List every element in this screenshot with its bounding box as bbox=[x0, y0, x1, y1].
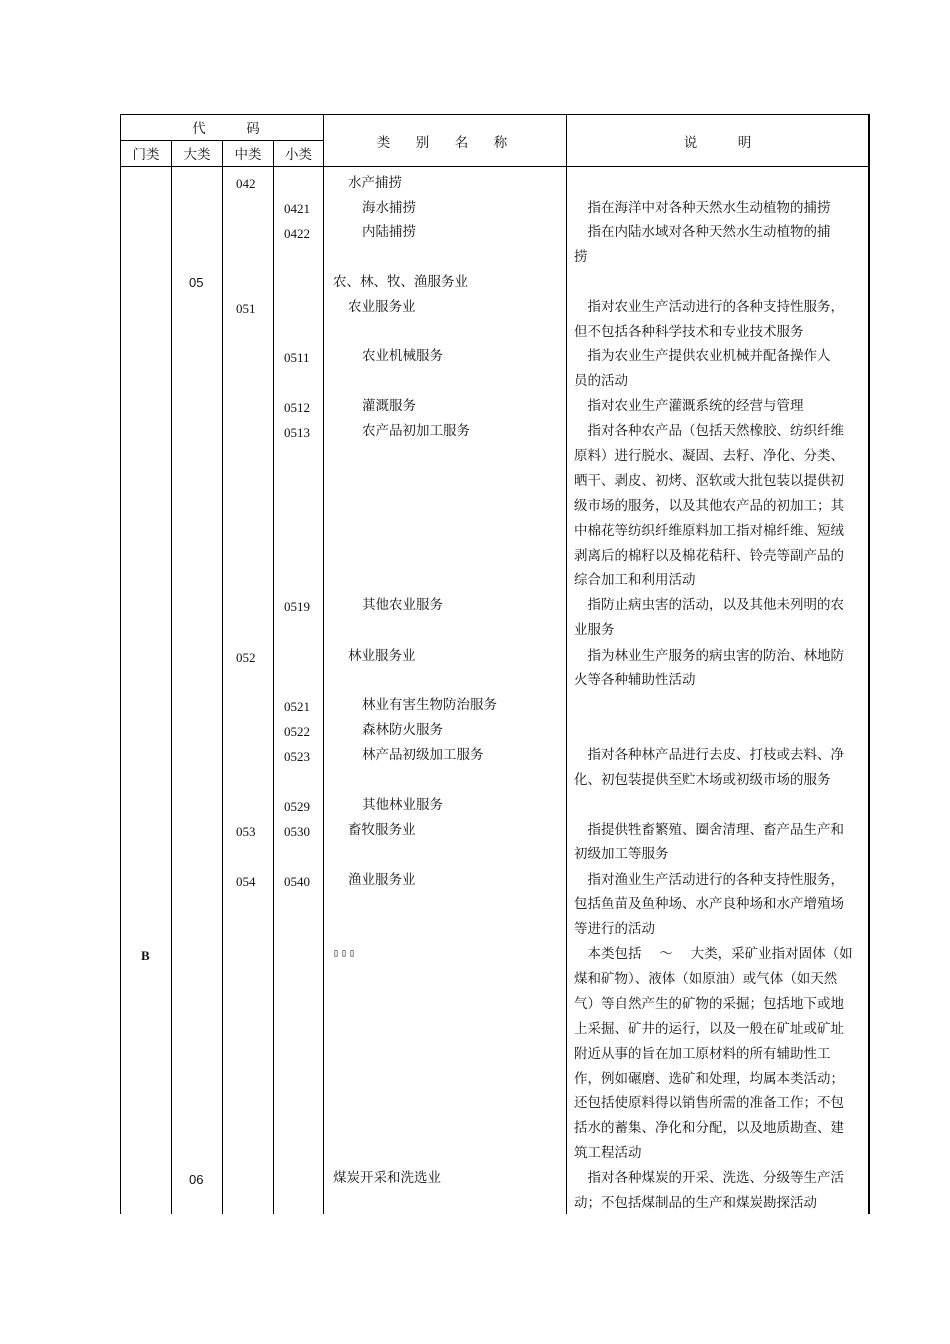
small-code: 0540 bbox=[284, 874, 310, 889]
description-line: 原料）进行脱水、凝固、去籽、净化、分类、 bbox=[574, 448, 844, 464]
description-line: 综合加工和利用活动 bbox=[574, 572, 696, 588]
category-name: 农产品初加工服务 bbox=[362, 423, 470, 439]
small-code: 0422 bbox=[284, 226, 310, 241]
small-code: 0512 bbox=[284, 400, 310, 415]
description-line: 指对各种林产品进行去皮、打枝或去料、净 bbox=[574, 747, 844, 763]
description-line: 员的活动 bbox=[574, 373, 628, 389]
category-name: 内陆捕捞 bbox=[362, 224, 416, 240]
description-line: 括水的蓄集、净化和分配，以及地质勘查、建 bbox=[574, 1120, 844, 1136]
description-line: 指对各种煤炭的开采、洗选、分级等生产活 bbox=[574, 1170, 844, 1186]
name-column-header: 类 别 名 称 bbox=[376, 135, 514, 151]
description-line: 捞 bbox=[574, 249, 588, 265]
description-line: 指在海洋中对各种天然水生动植物的捕捞 bbox=[574, 200, 831, 216]
col-divider-5 bbox=[566, 114, 567, 1214]
category-name: 其他林业服务 bbox=[362, 797, 443, 813]
small-code: 0530 bbox=[284, 824, 310, 839]
table-left-border bbox=[120, 114, 121, 1214]
description-line: 包括鱼苗及鱼种场、水产良种场和水产增殖场 bbox=[574, 896, 844, 912]
mid-code: 052 bbox=[236, 650, 256, 665]
mid-code: 051 bbox=[236, 301, 256, 316]
description-line: 指对渔业生产活动进行的各种支持性服务， bbox=[574, 872, 844, 888]
category-name: 森林防火服务 bbox=[362, 722, 443, 738]
description-line: 附近从事的旨在加工原材料的所有辅助性工 bbox=[574, 1046, 831, 1062]
description-line: 中棉花等纺织纤维原料加工指对棉纤维、短绒 bbox=[574, 523, 844, 539]
category-name: 农、林、牧、渔服务业 bbox=[333, 274, 468, 290]
category-name: 林业服务业 bbox=[348, 648, 416, 664]
description-line: 指防止病虫害的活动，以及其他未列明的农 bbox=[574, 597, 844, 613]
small-code: 0421 bbox=[284, 201, 310, 216]
description-line: 指为林业生产服务的病虫害的防治、林地防 bbox=[574, 648, 844, 664]
section-name-glyphs: ▯▯▯ bbox=[333, 948, 358, 959]
col-divider-4 bbox=[323, 114, 324, 1214]
description-line: 化、初包装提供至贮木场或初级市场的服务 bbox=[574, 772, 831, 788]
major-code: 06 bbox=[189, 1172, 204, 1187]
description-line: 晒干、剥皮、初烤、沤软或大批包装以提供初 bbox=[574, 473, 844, 489]
description-line: 等进行的活动 bbox=[574, 921, 655, 937]
small-code: 0529 bbox=[284, 799, 310, 814]
col-divider-1 bbox=[171, 140, 172, 1214]
table-right-border bbox=[868, 114, 870, 1214]
category-name: 渔业服务业 bbox=[348, 872, 416, 888]
code-group-header: 代 码 bbox=[192, 121, 260, 137]
category-name: 灌溉服务 bbox=[362, 398, 416, 414]
category-name: 煤炭开采和洗选业 bbox=[333, 1170, 441, 1186]
small-code: 0523 bbox=[284, 749, 310, 764]
description-line: 指对农业生产灌溉系统的经营与管理 bbox=[574, 398, 804, 414]
description-line: 气）等自然产生的矿物的采掘；包括地下或地 bbox=[574, 996, 844, 1012]
description-line: 还包括使原料得以销售所需的准备工作；不包 bbox=[574, 1095, 844, 1111]
small-code: 0522 bbox=[284, 724, 310, 739]
table-top-border bbox=[120, 114, 870, 115]
description-line: 指为农业生产提供农业机械并配备操作人 bbox=[574, 348, 831, 364]
col-header-mid: 中类 bbox=[234, 147, 262, 163]
description-line: 作，例如碾磨、选矿和处理，均属本类活动； bbox=[574, 1071, 844, 1087]
category-name: 畜牧服务业 bbox=[348, 822, 416, 838]
header-bottom-border bbox=[120, 166, 870, 167]
description-line: 指对农业生产活动进行的各种支持性服务， bbox=[574, 299, 844, 315]
description-line: 筑工程活动 bbox=[574, 1145, 642, 1161]
description-line: 指在内陆水域对各种天然水生动植物的捕 bbox=[574, 224, 831, 240]
description-line: 煤和矿物）、液体（如原油）或气体（如天然 bbox=[574, 971, 838, 987]
description-line: 剥离后的棉籽以及棉花秸秆、铃壳等副产品的 bbox=[574, 548, 844, 564]
category-name: 海水捕捞 bbox=[362, 200, 416, 216]
small-code: 0511 bbox=[284, 350, 310, 365]
small-code: 0513 bbox=[284, 425, 310, 440]
col-header-major: 大类 bbox=[183, 147, 211, 163]
desc-column-header: 说 明 bbox=[683, 135, 752, 151]
description-line: 火等各种辅助性活动 bbox=[574, 672, 696, 688]
col-header-small: 小类 bbox=[285, 147, 312, 163]
mid-code: 053 bbox=[236, 824, 256, 839]
col-divider-2 bbox=[222, 140, 223, 1214]
mid-code: 054 bbox=[236, 874, 256, 889]
description-line: 动；不包括煤制品的生产和煤炭勘探活动 bbox=[574, 1195, 817, 1211]
category-name: 林产品初级加工服务 bbox=[362, 747, 484, 763]
col-divider-3 bbox=[273, 140, 274, 1214]
section-code: B bbox=[141, 948, 150, 963]
description-line: 指对各种农产品（包括天然橡胶、纺织纤维 bbox=[574, 423, 844, 439]
description-line: 上采掘、矿井的运行，以及一般在矿址或矿址 bbox=[574, 1021, 844, 1037]
category-name: 水产捕捞 bbox=[348, 175, 402, 191]
major-code: 05 bbox=[189, 275, 204, 290]
description-line: 但不包括各种科学技术和专业技术服务 bbox=[574, 324, 804, 340]
col-header-section: 门类 bbox=[132, 147, 160, 163]
description-line: 业服务 bbox=[574, 622, 615, 638]
category-name: 其他农业服务 bbox=[362, 597, 443, 613]
description-line: 初级加工等服务 bbox=[574, 846, 669, 862]
small-code: 0519 bbox=[284, 599, 310, 614]
description-line: 指提供牲畜繁殖、圈舍清理、畜产品生产和 bbox=[574, 822, 844, 838]
category-name: 农业服务业 bbox=[348, 299, 416, 315]
small-code: 0521 bbox=[284, 699, 310, 714]
description-line: 级市场的服务，以及其他农产品的初加工；其 bbox=[574, 498, 844, 514]
mid-code: 042 bbox=[236, 176, 256, 191]
category-name: 林业有害生物防治服务 bbox=[362, 697, 497, 713]
description-line: 本类包括 ～ 大类，采矿业指对固体（如 bbox=[574, 946, 853, 962]
category-name: 农业机械服务 bbox=[362, 348, 443, 364]
